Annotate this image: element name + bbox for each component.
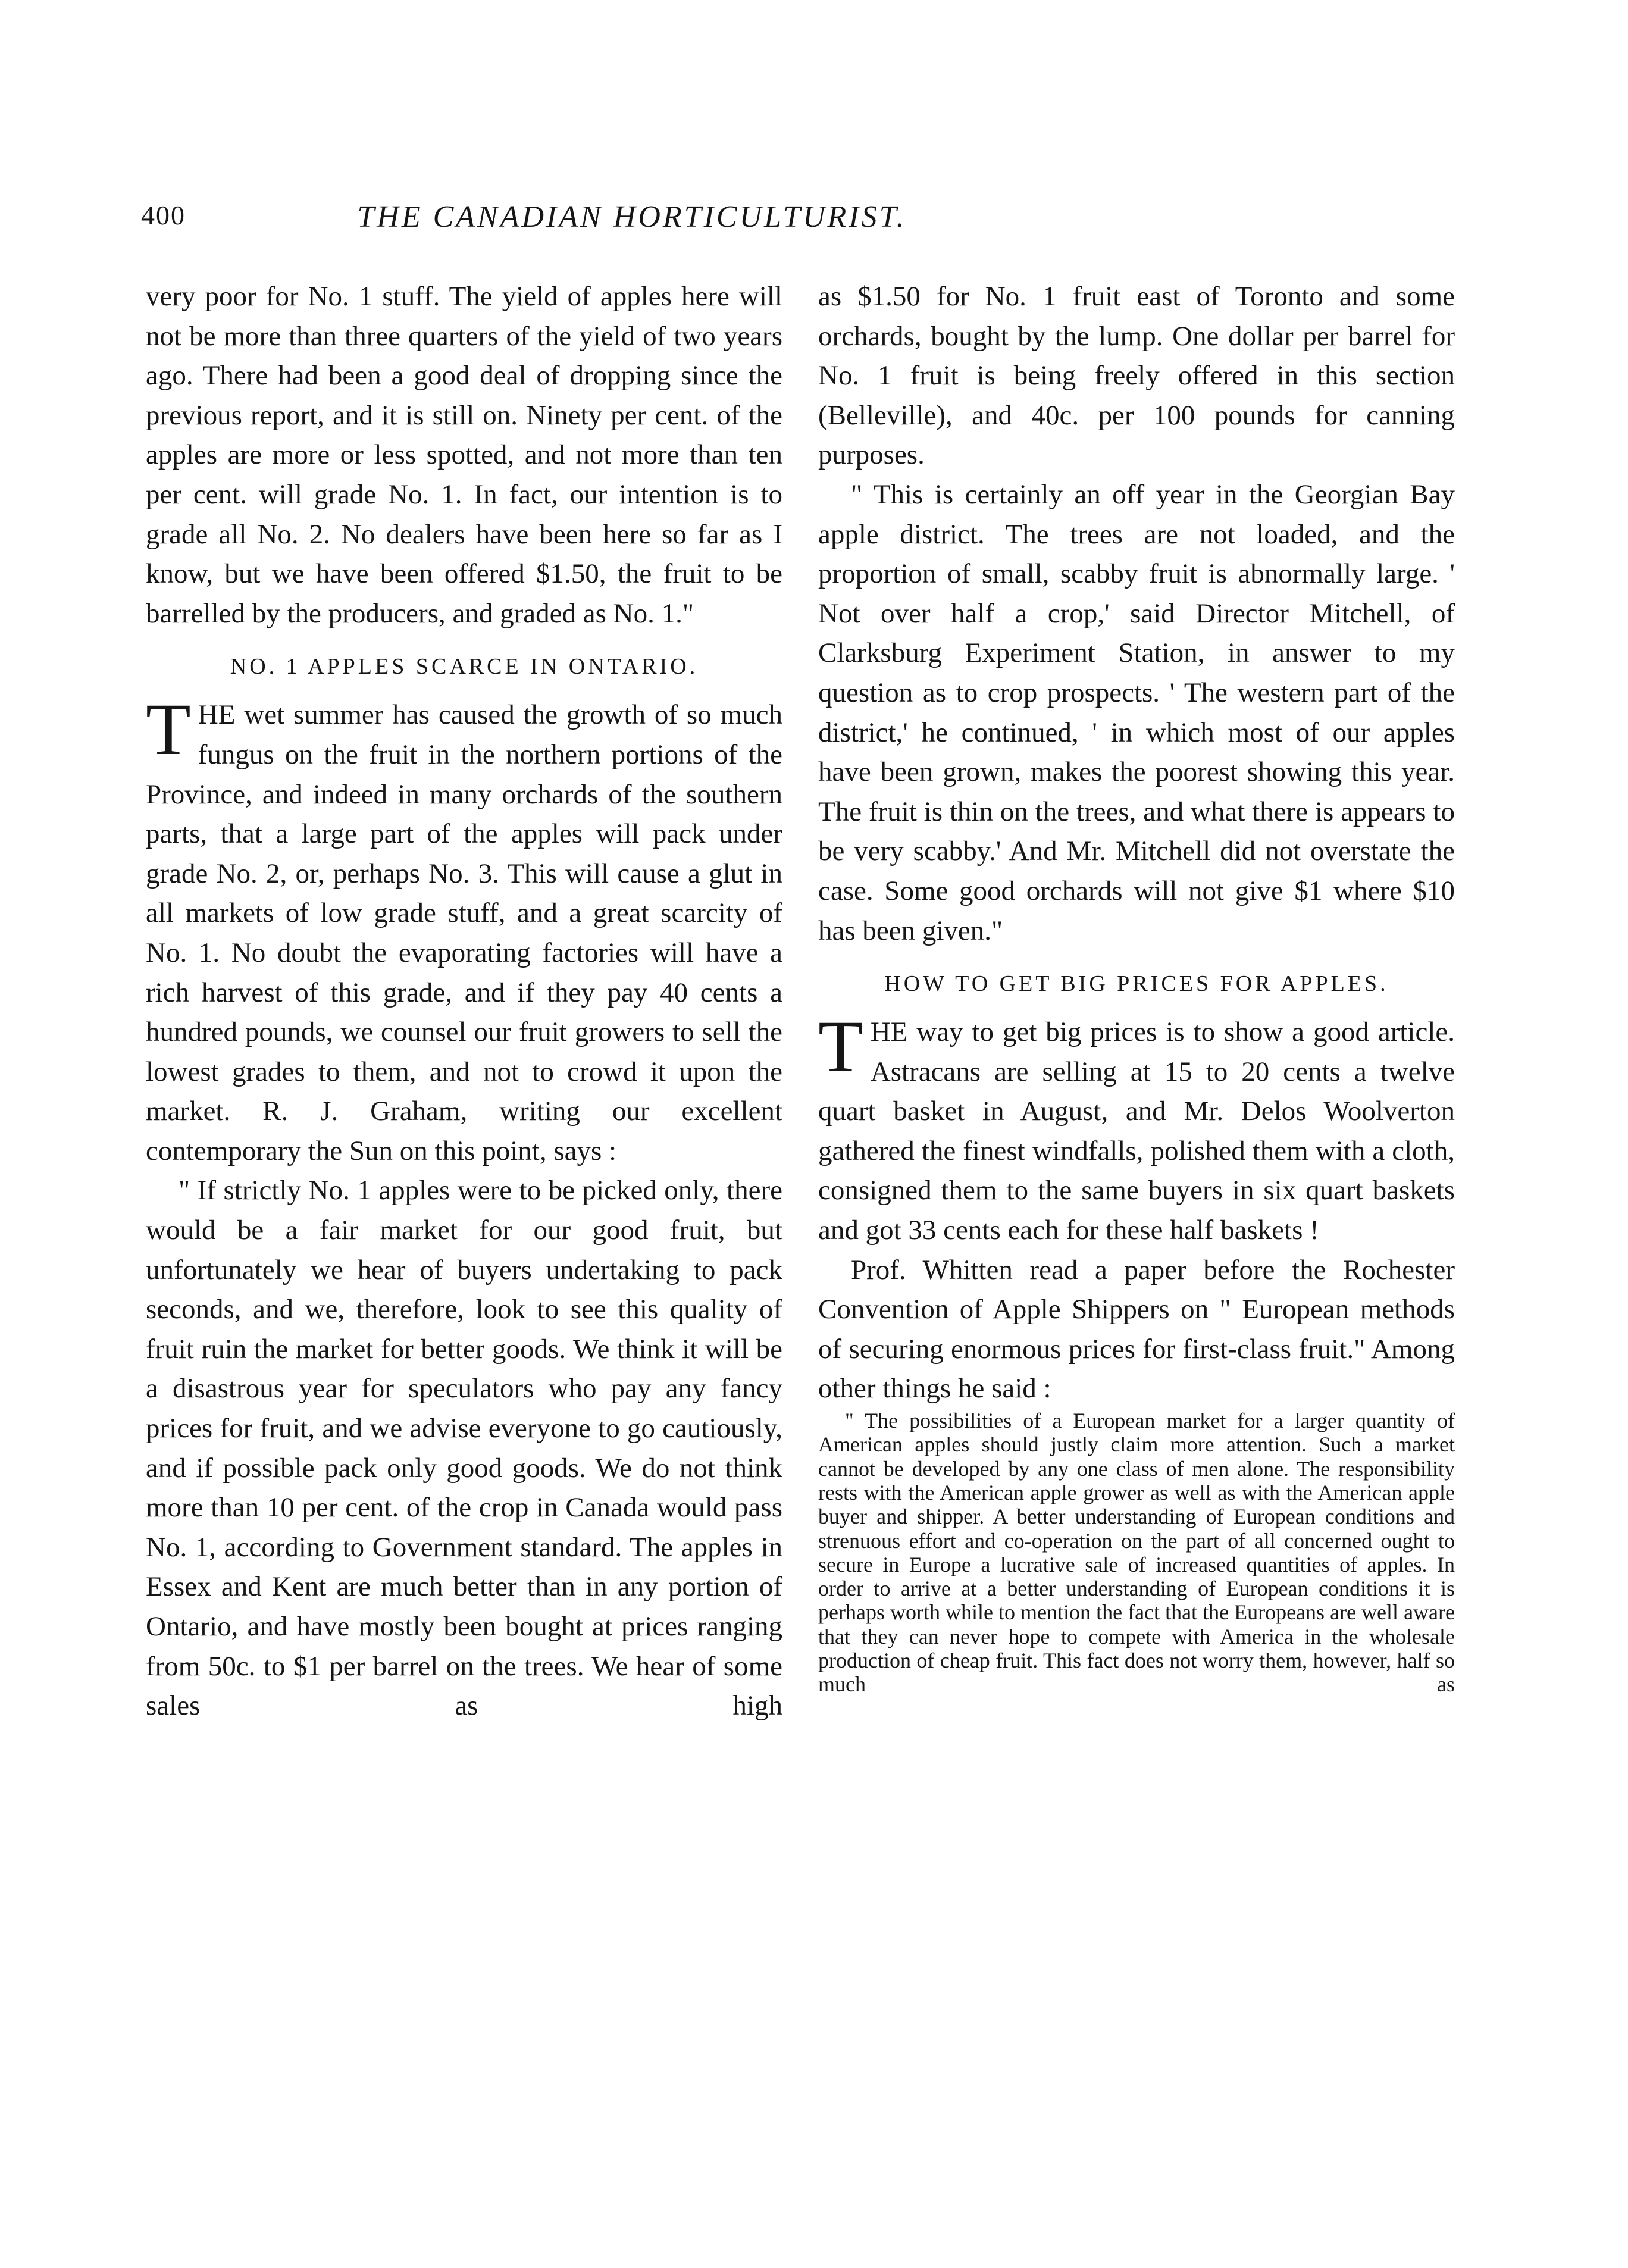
page-header — [141, 199, 1123, 247]
paragraph: " If strictly No. 1 apples were to be picked only, there would be a fair market for our good fruit, but unfortunately we hear of buyers undertaking to pack seconds, and we, therefore, look to see this quality of fruit ruin the market for better goods. We think it will be a disastrous year for speculators who pay any fancy prices for fruit, and we advise everyone to go cautiously, and if possible pack only good goods. We do not think more than 10 per cent. of the crop in Canada would pass No. 1, according to Government standard. The apples in Essex and Kent are much better than in any portion of Ontario, and have mostly been bought at prices ranging from 50c. to $1 per barrel on the trees. We hear of some sales as high — [146, 1175, 782, 1722]
paragraph: as $1.50 for No. 1 fruit east of Toronto and some orchards, bought by the lump. One dollar per barrel for No. 1 fruit is being freely offered in this section (Belleville), and 40c. per 100 pounds for canning purposes. — [818, 281, 1455, 471]
left-column — [146, 277, 782, 1726]
section-heading: NO. 1 APPLES SCARCE IN ONTARIO. — [230, 654, 699, 680]
paragraph: very poor for No. 1 stuff. The yield of apples here will not be more than three quarters of the yield of two years ago. There had been a good deal of dropping since the previous report, and it is still on. Ninety per cent. of the apples are more or less spotted, and not more than ten per cent. will grade No. 1. In fact, our intention is to grade all No. 2. No dealers have been here so far as I know, but we have been offered $1.50, the fruit to be barrelled by the producers, and graded as No. 1." — [146, 281, 782, 629]
section-heading: HOW TO GET BIG PRICES FOR APPLES. — [884, 971, 1389, 997]
running-title: THE CANADIAN HORTICULTURIST. — [357, 200, 907, 234]
paragraph-text: HE way to get big prices is to show a good article. Astracans are selling at 15 to 20 cents a twelve quart basket in August, and Mr. Delos Woolverton gathered the finest windfalls, polished them with a cloth, consigned them to the same buyers in six quart baskets and got 33 cents each for these half baskets ! — [818, 1016, 1455, 1246]
paragraph — [818, 1006, 1455, 1250]
drop-cap: T — [146, 689, 191, 771]
drop-cap: T — [818, 1006, 863, 1088]
paragraph — [146, 689, 782, 1171]
paragraph: " This is certainly an off year in the Georgian Bay apple district. The trees are not loaded, and the proportion of small, scabby fruit is abnormally large. ' Not over half a crop,' said Director Mitchell, of Clarksburg Experiment Station, in answer to my question as to crop prospects. ' The western part of the district,' he continued, ' in which most of our apples have been grown, makes the poorest showing this year. The fruit is thin on the trees, and what there is appears to be very scabby.' And Mr. Mitchell did not overstate the case. Some good orchards will not give $1 where $10 has been given." — [818, 478, 1455, 946]
paragraph-text: HE wet summer has caused the growth of so much fungus on the fruit in the northern portions of the Province, and indeed in many orchards of the southern parts, that a large part of the apples will pack under grade No. 2, or, perhaps No. 3. This will cause a glut in all markets of low grade stuff, and a great scarcity of No. 1. No doubt the evaporating factories will have a rich harvest of this grade, and if they pay 40 cents a hundred pounds, we counsel our fruit growers to sell the lowest grades to them, and not to crowd it upon the market. R. J. Graham, writing our excellent contemporary the Sun on this point, says : — [146, 699, 782, 1166]
page-number: 400 — [141, 200, 186, 230]
paragraph: Prof. Whitten read a paper before the Rochester Convention of Apple Shippers on " European methods of securing enormous prices for first-class fruit." Among other things he said : — [818, 1254, 1455, 1404]
right-column — [818, 277, 1455, 1697]
quoted-passage: " The possibilities of a European market for a larger quantity of American apples should justly claim more attention. Such a market cannot be developed by any one class of men alone. The responsibility rests with the American apple grower as well as with the American apple buyer and shipper. A better understanding of European conditions and strenuous effort and co-operation on the part of all concerned ought to secure in Europe a lucrative sale of increased quantities of apples. In order to arrive at a better understanding of European conditions it is perhaps worth while to mention the fact that the Europeans are well aware that they can never hope to compete with America in the wholesale production of cheap fruit. This fact does not worry them, however, half so much as — [818, 1409, 1455, 1697]
